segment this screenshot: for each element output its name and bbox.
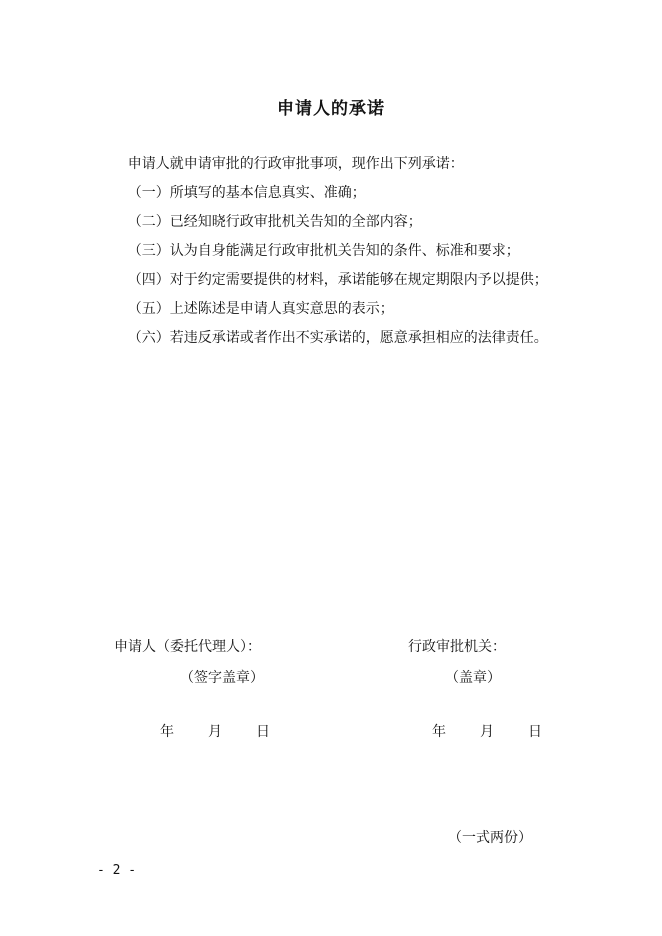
commitment-item-2: （二）已经知晓行政审批机关告知的全部内容； xyxy=(127,214,422,230)
authority-seal-label: （盖章） xyxy=(445,670,501,686)
applicant-label: 申请人（委托代理人）： xyxy=(114,639,261,655)
commitment-item-6: （六）若违反承诺或者作出不实承诺的，愿意承担相应的法律责任。 xyxy=(127,330,548,346)
applicant-date-day: 日 xyxy=(256,724,270,740)
commitment-item-1: （一）所填写的基本信息真实、准确； xyxy=(127,185,366,201)
applicant-seal-label: （签字盖章） xyxy=(180,670,264,686)
commitment-body xyxy=(97,150,567,353)
commitment-item-3: （三）认为自身能满足行政审批机关告知的条件、标准和要求； xyxy=(127,243,520,259)
applicant-date-year: 年 xyxy=(160,724,174,740)
intro-paragraph: 申请人就申请审批的行政审批事项，现作出下列承诺： xyxy=(127,156,464,172)
commitment-item-5: （五）上述陈述是申请人真实意思的表示； xyxy=(127,301,394,317)
commitment-item-4: （四）对于约定需要提供的材料，承诺能够在规定期限内予以提供； xyxy=(127,272,548,288)
authority-date-month: 月 xyxy=(480,724,494,740)
authority-date-year: 年 xyxy=(432,724,446,740)
applicant-date xyxy=(160,722,304,742)
authority-date-day: 日 xyxy=(528,724,542,740)
authority-date xyxy=(432,722,576,742)
document-title: 申请人的承诺 xyxy=(277,99,385,119)
copies-note: （一式两份） xyxy=(448,830,532,846)
applicant-date-month: 月 xyxy=(208,724,222,740)
page-number: - 2 - xyxy=(97,863,137,878)
authority-label: 行政审批机关： xyxy=(408,639,506,655)
